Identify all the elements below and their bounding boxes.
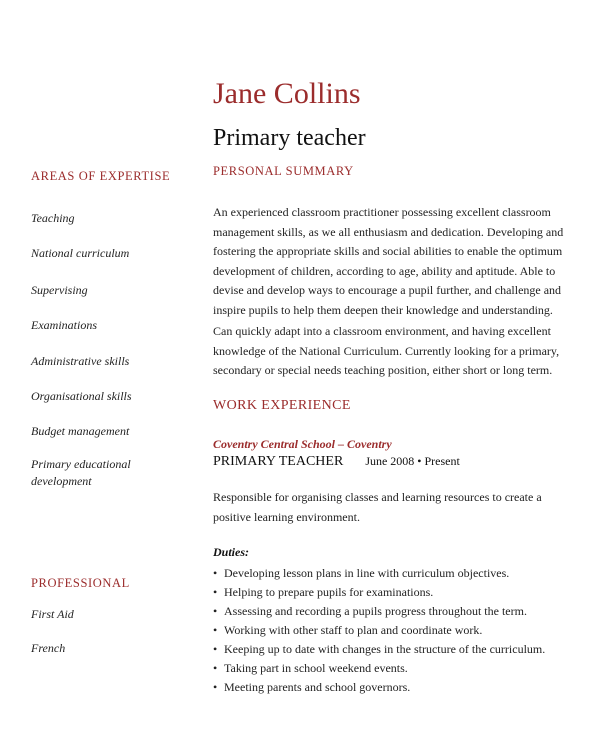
expertise-item: National curriculum bbox=[31, 246, 130, 260]
professional-item: First Aid bbox=[31, 607, 74, 621]
duty-item: • Assessing and recording a pupils progress throughout the term. bbox=[213, 602, 545, 621]
job-title: Primary teacher bbox=[213, 125, 366, 151]
professional-heading: PROFESSIONAL bbox=[31, 576, 130, 590]
expertise-item: Organisational skills bbox=[31, 389, 132, 403]
experience-heading: WORK EXPERIENCE bbox=[213, 398, 351, 413]
duties-list bbox=[213, 564, 545, 697]
expertise-item: Supervising bbox=[31, 283, 88, 297]
expertise-item: Examinations bbox=[31, 318, 97, 332]
duty-item: • Developing lesson plans in line with curriculum objectives. bbox=[213, 564, 545, 583]
duty-item: • Meeting parents and school governors. bbox=[213, 678, 545, 697]
summary-paragraph: Can quickly adapt into a classroom environment, and having excellent knowledge of the National Curriculum. Currently looking for a primary, secondary or special needs teaching position, either short or long term. bbox=[213, 324, 560, 377]
duty-item: • Taking part in school weekend events. bbox=[213, 659, 545, 678]
summary-heading: PERSONAL SUMMARY bbox=[213, 164, 354, 178]
employer-name: Coventry Central School – Coventry bbox=[213, 437, 392, 451]
expertise-item: Budget management bbox=[31, 424, 130, 438]
expertise-item: Administrative skills bbox=[31, 354, 130, 368]
position-title: PRIMARY TEACHER bbox=[213, 454, 344, 469]
duty-item: • Working with other staff to plan and coordinate work. bbox=[213, 621, 545, 640]
expertise-heading: AREAS OF EXPERTISE bbox=[31, 169, 171, 183]
job-description: Responsible for organising classes and learning resources to create a positive learning environment. bbox=[213, 490, 542, 524]
employment-dates: June 2008 • Present bbox=[365, 454, 460, 468]
candidate-name: Jane Collins bbox=[213, 77, 361, 110]
duties-label: Duties: bbox=[213, 545, 249, 559]
expertise-item: Primary educational development bbox=[31, 457, 131, 488]
duty-item: • Helping to prepare pupils for examinations. bbox=[213, 583, 545, 602]
expertise-item: Teaching bbox=[31, 211, 75, 225]
professional-item: French bbox=[31, 641, 66, 655]
duty-item: • Keeping up to date with changes in the structure of the curriculum. bbox=[213, 640, 545, 659]
position-line bbox=[213, 454, 460, 470]
summary-paragraph: An experienced classroom practitioner possessing excellent classroom management skills, as we all enthusiasm and dedication. Developing and fostering the appropriate skills and social abilities to enable the optimum development of children, according to age, ability and aptitude. Able to devise and develop ways to encourage a pupil further, and challenge and inspire pupils to help them deepen their knowledge and understanding. bbox=[213, 205, 564, 317]
